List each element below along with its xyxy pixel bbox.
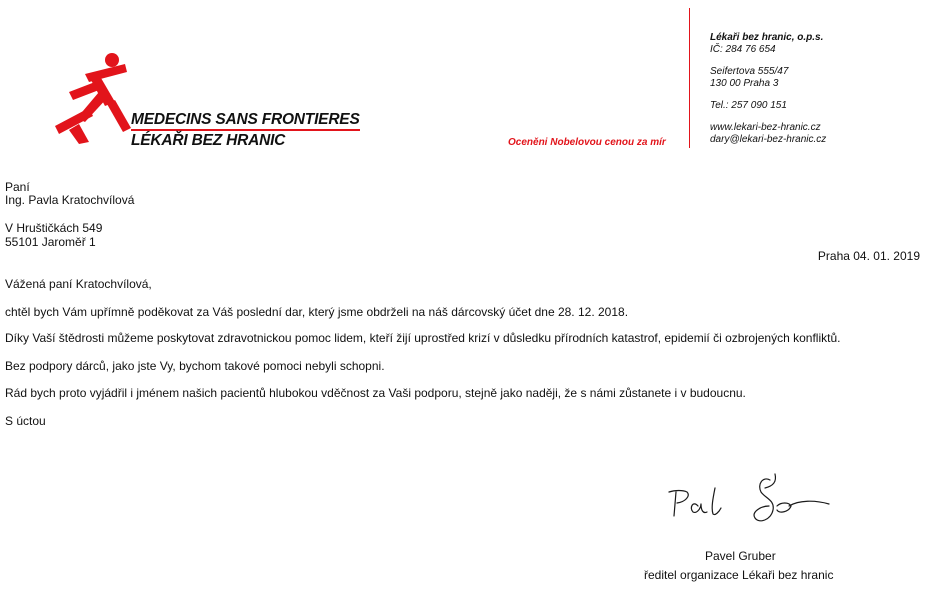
org-name: Lékaři bez hranic, o.p.s. <box>710 32 824 43</box>
recipient-city: 55101 Jaroměř 1 <box>5 235 96 249</box>
org-street: Seifertova 555/47 <box>710 66 789 77</box>
letter-closing: S úctou <box>5 414 46 428</box>
org-phone: Tel.: 257 090 151 <box>710 100 787 111</box>
letter-paragraph-1: chtěl bych Vám upřímně poděkovat za Váš poslední dar, který jsme obdrželi na náš dárcovský účet dne 28. 12. 2018. <box>5 305 629 319</box>
handwritten-signature <box>665 470 835 532</box>
letter-paragraph-4: Rád bych proto vyjádřil i jménem našich pacientů hlubokou vděčnost za Vaši podporu, stejně jako naději, že s námi zůstanete i v budoucnu. <box>5 386 746 400</box>
msf-running-man-icon <box>55 52 139 144</box>
org-web-link[interactable]: www.lekari-bez-hranic.cz <box>710 122 821 133</box>
letter-paragraph-3: Bez podpory dárců, jako jste Vy, bychom takové pomoci nebyli schopni. <box>5 359 385 373</box>
recipient-name: Ing. Pavla Kratochvílová <box>5 193 135 207</box>
letter-date: Praha 04. 01. 2019 <box>817 249 920 263</box>
header-divider <box>689 8 690 148</box>
signer-title: ředitel organizace Lékaři bez hranic <box>644 568 834 582</box>
org-contact-block <box>710 32 826 156</box>
recipient-title: Paní <box>5 180 30 194</box>
signer-name: Pavel Gruber <box>705 549 776 563</box>
org-ic: IČ: 284 76 654 <box>710 44 776 55</box>
logo-wordmark <box>131 111 360 149</box>
logo-line-msf: MEDECINS SANS FRONTIERES <box>131 111 360 131</box>
letter-paragraph-2: Díky Vaší štědrosti můžeme poskytovat zdravotnickou pomoc lidem, kteří žijí uprostřed krizí v důsledku přírodních katastrof, epidemií či ozbrojených konfliktů. <box>5 331 841 345</box>
recipient-street: V Hruštičkách 549 <box>5 221 103 235</box>
org-city: 130 00 Praha 3 <box>710 78 779 89</box>
nobel-tagline: Oceněni Nobelovou cenou za mír <box>508 137 666 148</box>
letter-greeting: Vážená paní Kratochvílová, <box>5 277 152 291</box>
logo-line-lbh: LÉKAŘI BEZ HRANIC <box>131 132 286 149</box>
org-email-link[interactable]: dary@lekari-bez-hranic.cz <box>710 134 827 145</box>
msf-logo <box>55 52 375 148</box>
